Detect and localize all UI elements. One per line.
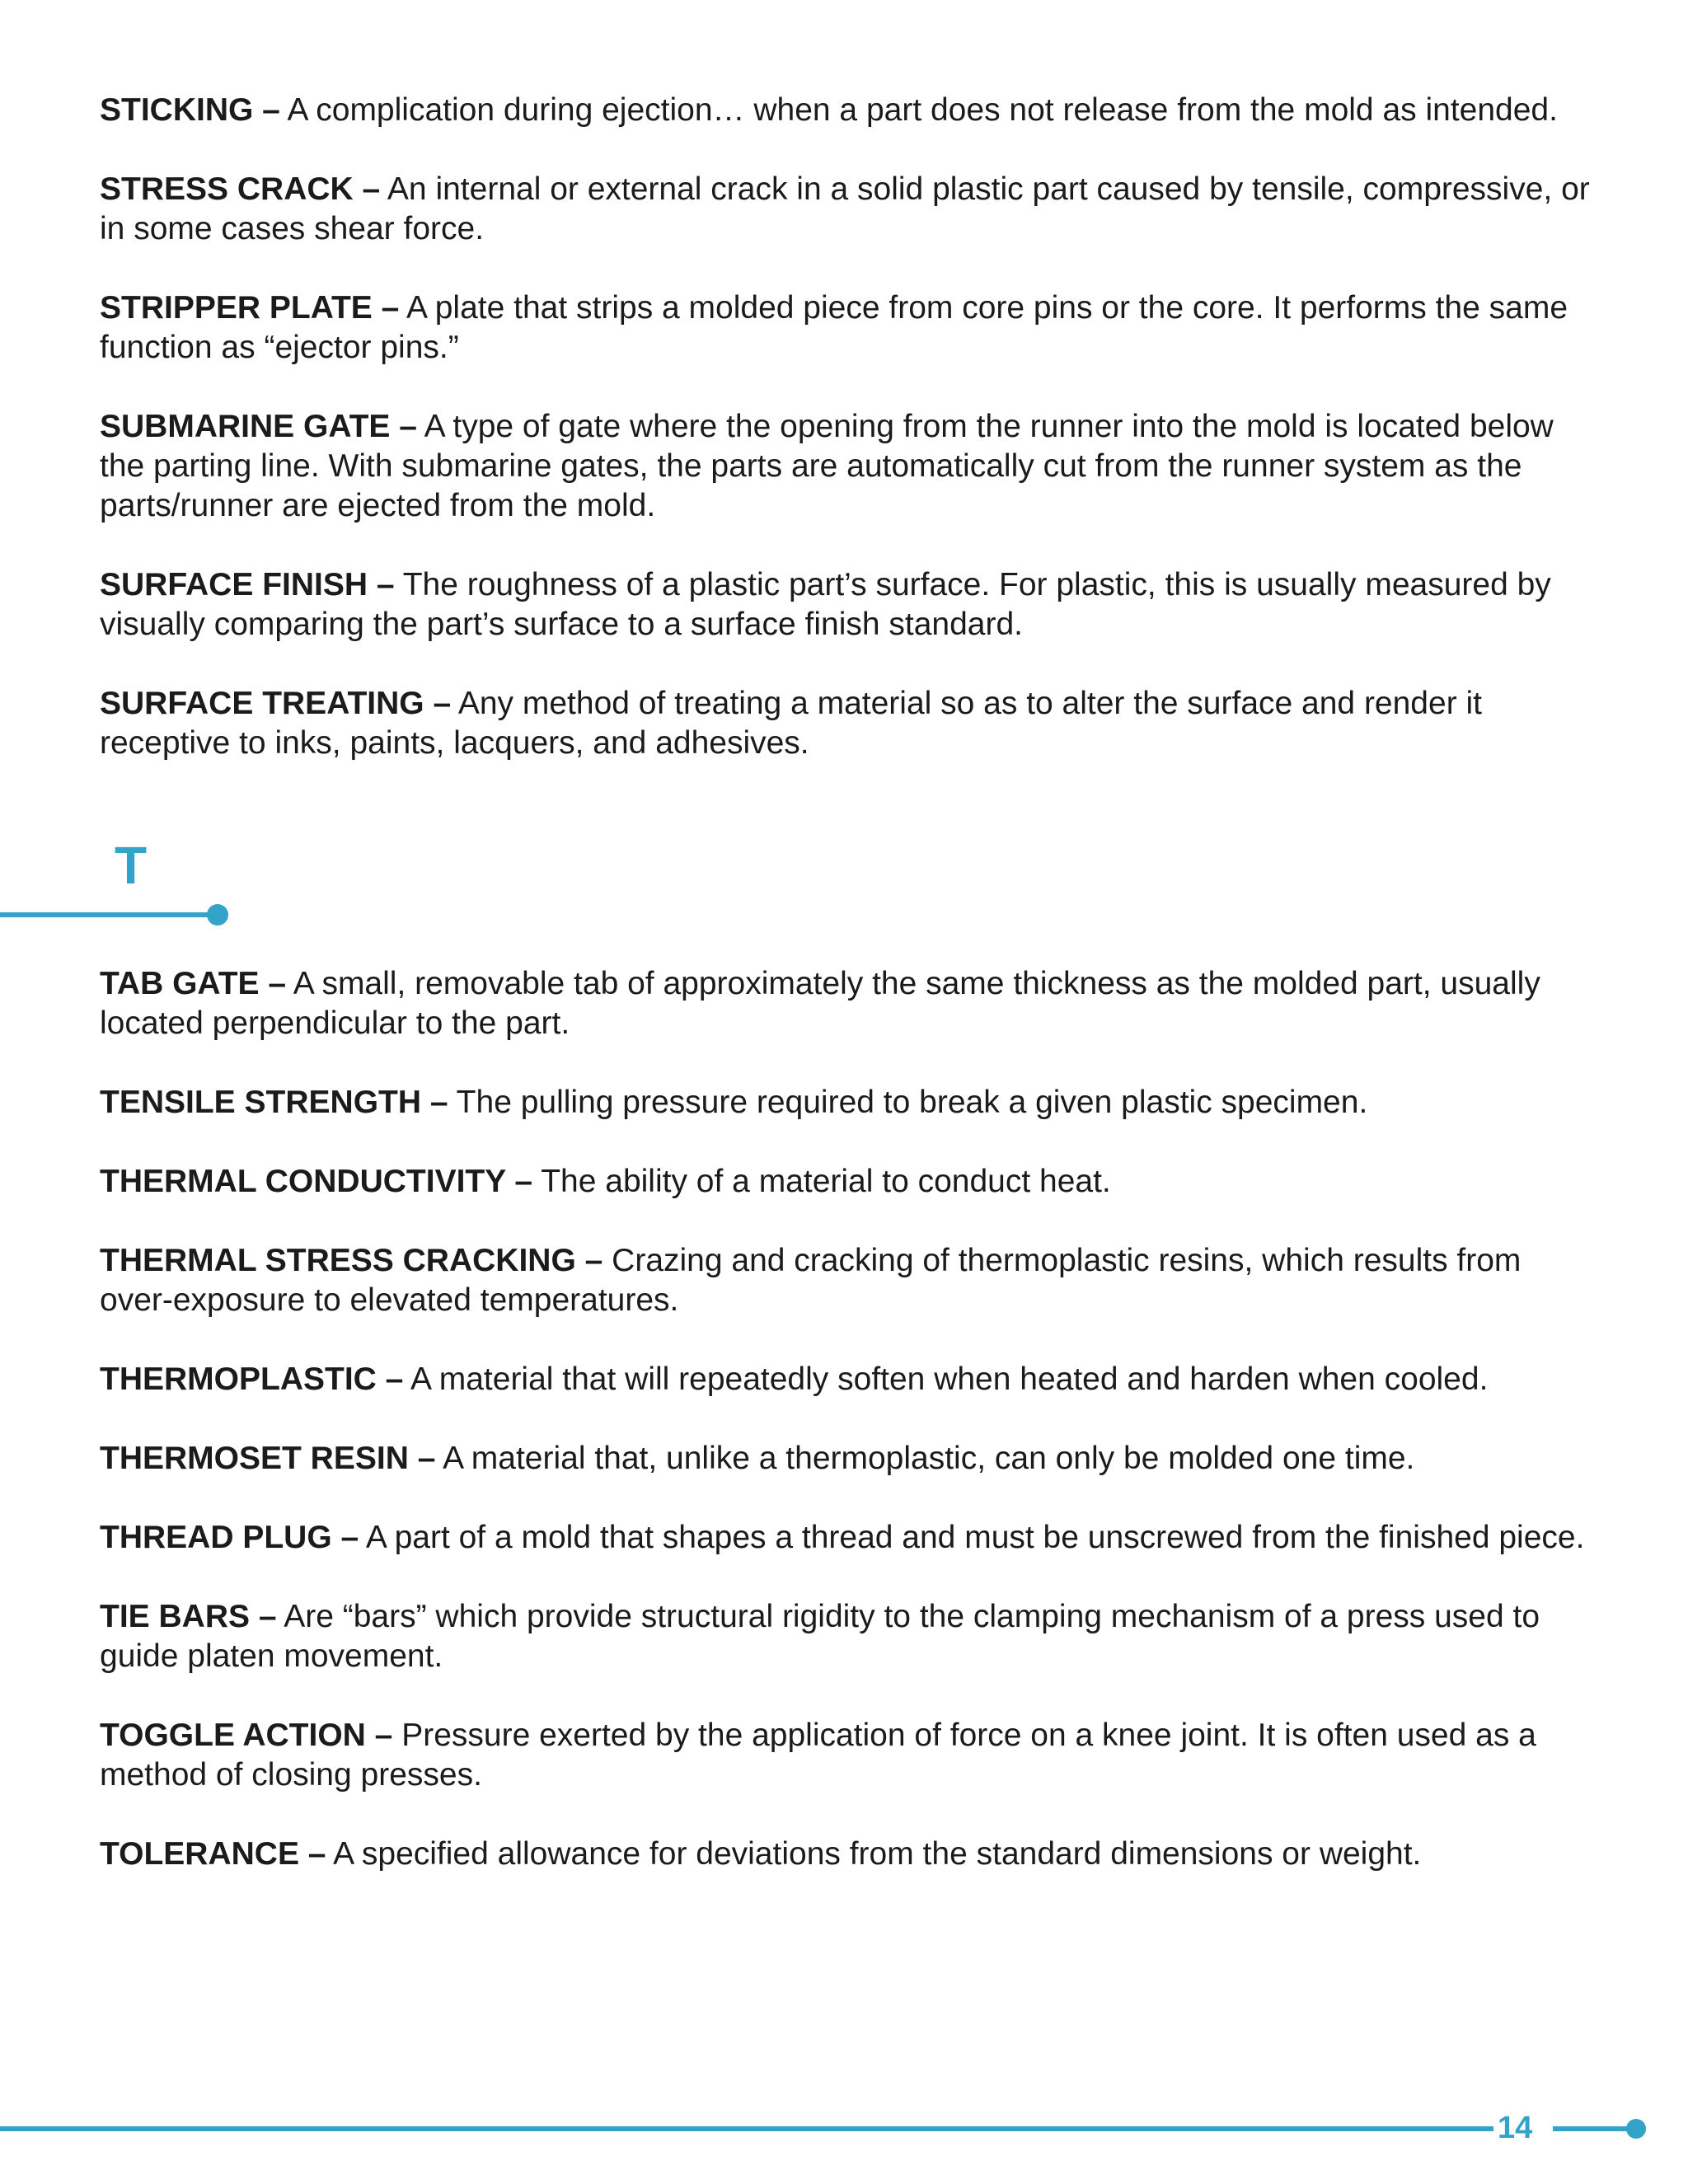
- glossary-entry-submarine-gate: [100, 407, 1600, 526]
- entry-term: TIE BARS –: [100, 1599, 277, 1634]
- entry-definition: The ability of a material to conduct heat.: [532, 1164, 1111, 1199]
- glossary-entry-thermal-stress-cracking: [100, 1241, 1600, 1320]
- entry-term: STICKING –: [100, 92, 280, 128]
- entry-definition: A specified allowance for deviations from the standard dimensions or weight.: [326, 1836, 1422, 1872]
- entry-term: THERMAL CONDUCTIVITY –: [100, 1164, 533, 1199]
- glossary-entry-thermal-conductivity: [100, 1162, 1600, 1202]
- entry-definition: The roughness of a plastic part’s surface. For plastic, this is usually measured by visually comparing the part’s surface to a surface finish standard.: [100, 567, 1551, 642]
- entry-term: TAB GATE –: [100, 966, 287, 1001]
- entry-term: THERMOSET RESIN –: [100, 1441, 436, 1476]
- glossary-entry-tensile-strength: [100, 1083, 1600, 1122]
- entry-definition: A part of a mold that shapes a thread and must be unscrewed from the finished piece.: [359, 1520, 1585, 1555]
- glossary-entry-surface-finish: [100, 565, 1600, 644]
- glossary-section-s: [100, 91, 1600, 803]
- entry-definition: A plate that strips a molded piece from core pins or the core. It performs the same function as “ejector pins.”: [100, 290, 1568, 365]
- entry-definition: Are “bars” which provide structural rigidity to the clamping mechanism of a press used to guide platen movement.: [100, 1599, 1540, 1674]
- glossary-entry-thread-plug: [100, 1518, 1600, 1558]
- entry-definition: A material that, unlike a thermoplastic, can only be molded one time.: [435, 1441, 1415, 1476]
- glossary-entry-stress-crack: [100, 170, 1600, 249]
- entry-term: STRESS CRACK –: [100, 171, 381, 207]
- footer-divider-dot: [1626, 2119, 1646, 2139]
- glossary-section-t: [100, 964, 1600, 1914]
- page-number: 14: [1498, 2111, 1533, 2145]
- entry-term: SURFACE TREATING –: [100, 686, 452, 721]
- glossary-entry-sticking: [100, 91, 1600, 130]
- entry-term: SURFACE FINISH –: [100, 567, 395, 602]
- glossary-entry-thermoplastic: [100, 1360, 1600, 1399]
- entry-definition: Any method of treating a material so as to alter the surface and render it receptive to inks, paints, lacquers, and adhesives.: [100, 686, 1483, 761]
- section-letter-heading: T: [115, 836, 148, 895]
- entry-term: THERMOPLASTIC –: [100, 1361, 404, 1397]
- glossary-entry-toggle-action: [100, 1716, 1600, 1795]
- entry-definition: Crazing and cracking of thermoplastic resins, which results from over-exposure to elevated temperatures.: [100, 1243, 1522, 1318]
- entry-definition: A type of gate where the opening from the runner into the mold is located below the parting line. With submarine gates, the parts are automatically cut from the runner system as the parts/runner are ejected from the mold.: [100, 409, 1554, 523]
- glossary-entry-tie-bars: [100, 1597, 1600, 1676]
- glossary-entry-surface-treating: [100, 684, 1600, 763]
- footer-divider-line: [0, 2126, 1493, 2131]
- entry-term: THREAD PLUG –: [100, 1520, 359, 1555]
- entry-term: THERMAL STRESS CRACKING –: [100, 1243, 603, 1278]
- glossary-entry-tab-gate: [100, 964, 1600, 1043]
- entry-definition: A complication during ejection… when a part does not release from the mold as intended.: [279, 92, 1558, 128]
- glossary-entry-thermoset-resin: [100, 1439, 1600, 1479]
- entry-term: TOGGLE ACTION –: [100, 1718, 393, 1753]
- section-divider-dot: [207, 904, 228, 926]
- entry-term: STRIPPER PLATE –: [100, 290, 400, 326]
- entry-definition: A material that will repeatedly soften when heated and harden when cooled.: [403, 1361, 1489, 1397]
- entry-definition: The pulling pressure required to break a given plastic specimen.: [448, 1085, 1368, 1120]
- entry-term: SUBMARINE GATE –: [100, 409, 417, 444]
- footer-divider-line-right: [1553, 2126, 1635, 2131]
- section-divider-line: [0, 912, 213, 917]
- entry-definition: A small, removable tab of approximately the same thickness as the molded part, usually located perpendicular to the part.: [100, 966, 1540, 1041]
- entry-definition: Pressure exerted by the application of force on a knee joint. It is often used as a method of closing presses.: [100, 1718, 1536, 1793]
- entry-term: TOLERANCE –: [100, 1836, 326, 1872]
- glossary-entry-tolerance: [100, 1835, 1600, 1874]
- entry-definition: An internal or external crack in a solid plastic part caused by tensile, compressive, or in some cases shear force.: [100, 171, 1590, 246]
- entry-term: TENSILE STRENGTH –: [100, 1085, 448, 1120]
- glossary-entry-stripper-plate: [100, 288, 1600, 368]
